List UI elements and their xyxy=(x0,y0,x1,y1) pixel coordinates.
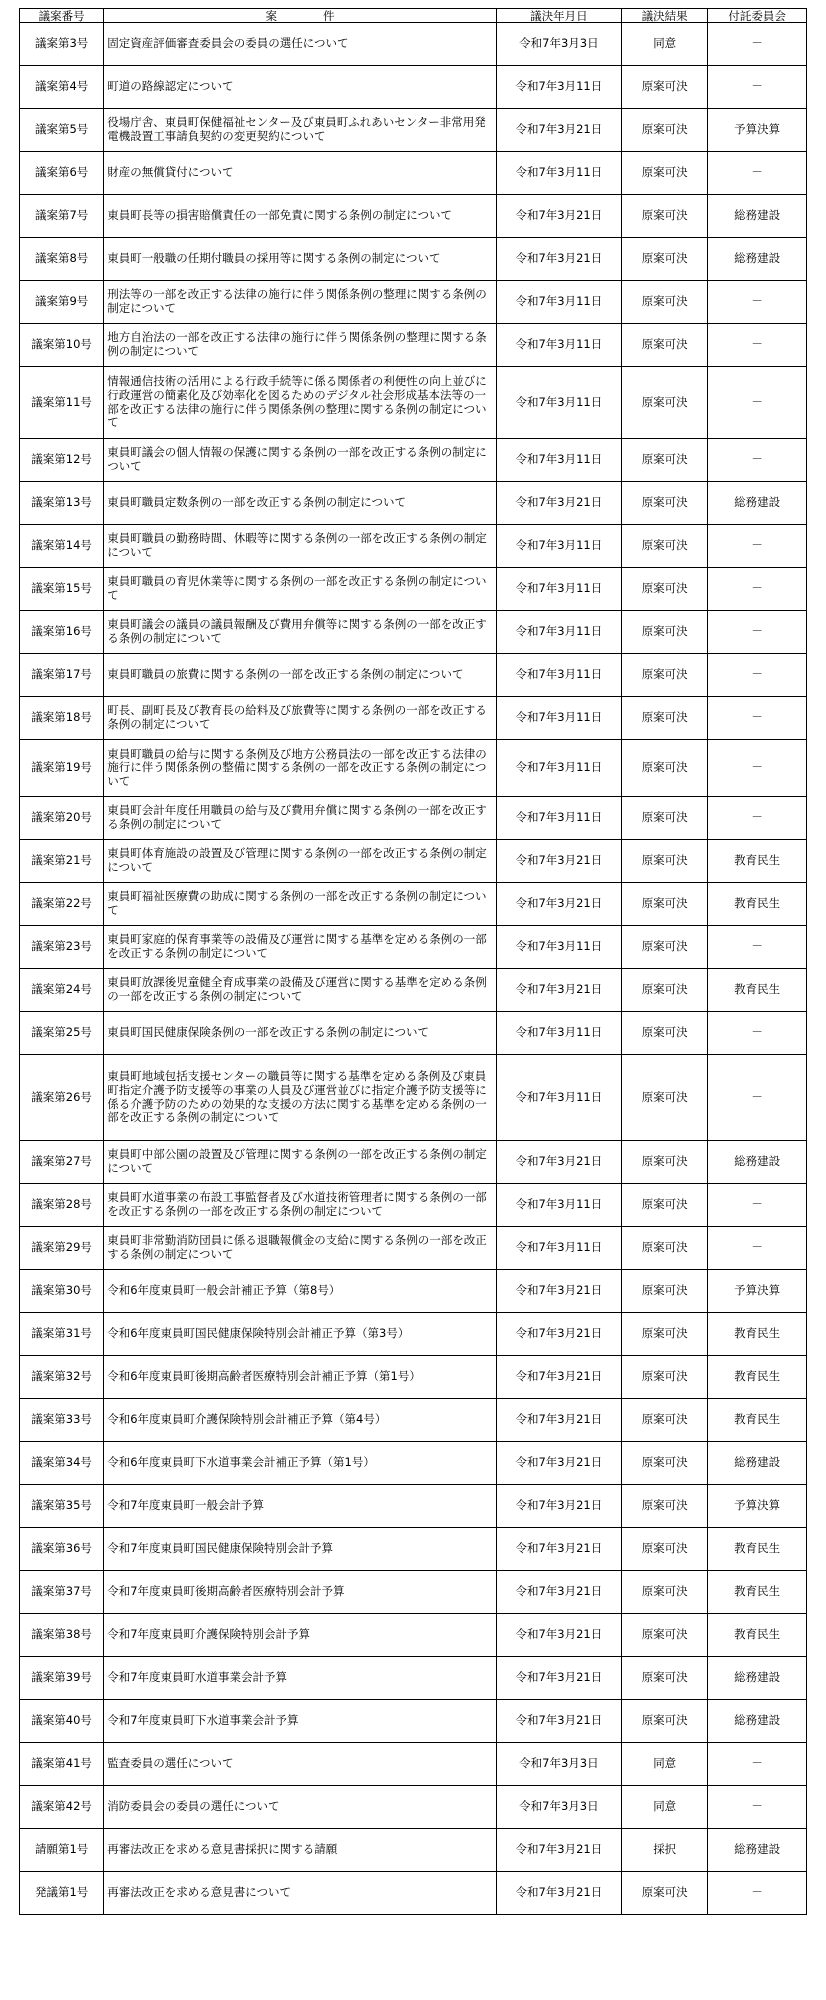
row-date: 令和7年3月11日 xyxy=(496,367,621,439)
row-result: 原案可決 xyxy=(622,1055,708,1141)
row-date: 令和7年3月21日 xyxy=(496,1270,621,1313)
row-title: 東員町非常勤消防団員に係る退職報償金の支給に関する条例の一部を改正する条例の制定について xyxy=(104,1227,496,1270)
row-result: 原案可決 xyxy=(622,1184,708,1227)
row-number: 議案第17号 xyxy=(20,654,104,697)
row-number: 議案第24号 xyxy=(20,969,104,1012)
row-number: 議案第25号 xyxy=(20,1012,104,1055)
row-committee: 総務建設 xyxy=(708,1442,807,1485)
row-number: 議案第15号 xyxy=(20,568,104,611)
row-result: 原案可決 xyxy=(622,797,708,840)
row-number: 議案第4号 xyxy=(20,66,104,109)
row-result: 原案可決 xyxy=(622,238,708,281)
row-title: 情報通信技術の活用による行政手続等に係る関係者の利便性の向上並びに行政運営の簡素化及び効率化を図るためのデジタル社会形成基本法等の一部を改正する法律の施行に伴う関係条例の整理に関する条例の制定について xyxy=(104,367,496,439)
row-date: 令和7年3月21日 xyxy=(496,1141,621,1184)
row-number: 議案第22号 xyxy=(20,883,104,926)
table-row xyxy=(20,1055,807,1141)
row-committee: 予算決算 xyxy=(708,109,807,152)
row-committee: 教育民生 xyxy=(708,840,807,883)
table-row xyxy=(20,525,807,568)
row-committee: － xyxy=(708,797,807,840)
row-title: 刑法等の一部を改正する法律の施行に伴う関係条例の整理に関する条例の制定について xyxy=(104,281,496,324)
row-committee: － xyxy=(708,740,807,797)
row-result: 原案可決 xyxy=(622,109,708,152)
row-number: 議案第42号 xyxy=(20,1786,104,1829)
row-committee: 総務建設 xyxy=(708,1141,807,1184)
table-row xyxy=(20,281,807,324)
row-number: 議案第41号 xyxy=(20,1743,104,1786)
row-number: 議案第31号 xyxy=(20,1313,104,1356)
row-number: 議案第27号 xyxy=(20,1141,104,1184)
table-row xyxy=(20,1227,807,1270)
table-row xyxy=(20,1786,807,1829)
table-row xyxy=(20,840,807,883)
table-row xyxy=(20,324,807,367)
row-result: 原案可決 xyxy=(622,883,708,926)
table-row xyxy=(20,740,807,797)
header-number: 議案番号 xyxy=(20,9,104,23)
table-row xyxy=(20,1829,807,1872)
table-row xyxy=(20,482,807,525)
row-result: 原案可決 xyxy=(622,1012,708,1055)
row-committee: 教育民生 xyxy=(708,1356,807,1399)
row-date: 令和7年3月21日 xyxy=(496,238,621,281)
row-number: 議案第19号 xyxy=(20,740,104,797)
row-committee: － xyxy=(708,654,807,697)
row-result: 原案可決 xyxy=(622,926,708,969)
row-number: 議案第8号 xyxy=(20,238,104,281)
row-date: 令和7年3月21日 xyxy=(496,1528,621,1571)
row-committee: － xyxy=(708,23,807,66)
row-date: 令和7年3月11日 xyxy=(496,654,621,697)
row-title: 東員町会計年度任用職員の給与及び費用弁償に関する条例の一部を改正する条例の制定について xyxy=(104,797,496,840)
row-number: 議案第32号 xyxy=(20,1356,104,1399)
table-row xyxy=(20,109,807,152)
row-date: 令和7年3月11日 xyxy=(496,611,621,654)
row-committee: － xyxy=(708,697,807,740)
row-date: 令和7年3月21日 xyxy=(496,969,621,1012)
row-result: 原案可決 xyxy=(622,1528,708,1571)
row-title: 令和7年度東員町介護保険特別会計予算 xyxy=(104,1614,496,1657)
row-result: 原案可決 xyxy=(622,482,708,525)
table-row xyxy=(20,1399,807,1442)
row-title: 町道の路線認定について xyxy=(104,66,496,109)
row-title: 地方自治法の一部を改正する法律の施行に伴う関係条例の整理に関する条例の制定について xyxy=(104,324,496,367)
header-result: 議決結果 xyxy=(622,9,708,23)
row-number: 議案第11号 xyxy=(20,367,104,439)
row-number: 議案第30号 xyxy=(20,1270,104,1313)
row-number: 議案第38号 xyxy=(20,1614,104,1657)
row-title: 令和6年度東員町介護保険特別会計補正予算（第4号） xyxy=(104,1399,496,1442)
row-committee: － xyxy=(708,1872,807,1915)
table-row xyxy=(20,367,807,439)
row-result: 原案可決 xyxy=(622,740,708,797)
row-number: 議案第28号 xyxy=(20,1184,104,1227)
row-committee: － xyxy=(708,367,807,439)
row-title: 東員町放課後児童健全育成事業の設備及び運営に関する基準を定める条例の一部を改正する条例の制定について xyxy=(104,969,496,1012)
row-committee: － xyxy=(708,1743,807,1786)
header-row xyxy=(20,9,807,23)
row-number: 議案第13号 xyxy=(20,482,104,525)
row-date: 令和7年3月21日 xyxy=(496,1614,621,1657)
header-committee: 付託委員会 xyxy=(708,9,807,23)
table-header xyxy=(20,9,807,23)
row-title: 東員町地域包括支援センターの職員等に関する基準を定める条例及び東員町指定介護予防支援等の事業の人員及び運営並びに指定介護予防支援等に係る介護予防のための効果的な支援の方法に関する基準を定める条例の一部を改正する条例の制定について xyxy=(104,1055,496,1141)
row-committee: 総務建設 xyxy=(708,482,807,525)
row-title: 令和6年度東員町後期高齢者医療特別会計補正予算（第1号） xyxy=(104,1356,496,1399)
table-row xyxy=(20,66,807,109)
row-date: 令和7年3月11日 xyxy=(496,152,621,195)
row-result: 原案可決 xyxy=(622,611,708,654)
row-result: 原案可決 xyxy=(622,439,708,482)
row-number: 議案第26号 xyxy=(20,1055,104,1141)
table-row xyxy=(20,1571,807,1614)
row-date: 令和7年3月11日 xyxy=(496,66,621,109)
row-number: 議案第21号 xyxy=(20,840,104,883)
row-result: 原案可決 xyxy=(622,840,708,883)
row-title: 令和7年度東員町下水道事業会計予算 xyxy=(104,1700,496,1743)
row-result: 原案可決 xyxy=(622,367,708,439)
table-row xyxy=(20,439,807,482)
row-result: 原案可決 xyxy=(622,66,708,109)
table-row xyxy=(20,697,807,740)
row-title: 東員町一般職の任期付職員の採用等に関する条例の制定について xyxy=(104,238,496,281)
row-title: 令和6年度東員町国民健康保険特別会計補正予算（第3号） xyxy=(104,1313,496,1356)
row-result: 原案可決 xyxy=(622,1227,708,1270)
row-date: 令和7年3月21日 xyxy=(496,1313,621,1356)
row-result: 同意 xyxy=(622,23,708,66)
row-date: 令和7年3月21日 xyxy=(496,195,621,238)
row-committee: － xyxy=(708,568,807,611)
table-row xyxy=(20,195,807,238)
table-row xyxy=(20,1743,807,1786)
row-committee: － xyxy=(708,611,807,654)
row-committee: 教育民生 xyxy=(708,1614,807,1657)
row-number: 議案第6号 xyxy=(20,152,104,195)
row-result: 原案可決 xyxy=(622,1571,708,1614)
row-date: 令和7年3月21日 xyxy=(496,1829,621,1872)
row-result: 原案可決 xyxy=(622,281,708,324)
row-date: 令和7年3月21日 xyxy=(496,1399,621,1442)
row-result: 原案可決 xyxy=(622,1657,708,1700)
row-committee: － xyxy=(708,281,807,324)
row-title: 東員町職員定数条例の一部を改正する条例の制定について xyxy=(104,482,496,525)
row-result: 原案可決 xyxy=(622,654,708,697)
row-committee: － xyxy=(708,1786,807,1829)
table-row xyxy=(20,1442,807,1485)
row-committee: 教育民生 xyxy=(708,1313,807,1356)
row-title: 令和7年度東員町一般会計予算 xyxy=(104,1485,496,1528)
row-number: 議案第16号 xyxy=(20,611,104,654)
row-number: 議案第36号 xyxy=(20,1528,104,1571)
row-date: 令和7年3月3日 xyxy=(496,1743,621,1786)
row-title: 再審法改正を求める意見書について xyxy=(104,1872,496,1915)
row-date: 令和7年3月21日 xyxy=(496,1571,621,1614)
row-title: 固定資産評価審査委員会の委員の選任について xyxy=(104,23,496,66)
row-result: 原案可決 xyxy=(622,152,708,195)
row-committee: 総務建設 xyxy=(708,1700,807,1743)
row-title: 東員町職員の旅費に関する条例の一部を改正する条例の制定について xyxy=(104,654,496,697)
row-title: 令和6年度東員町下水道事業会計補正予算（第1号） xyxy=(104,1442,496,1485)
row-number: 議案第37号 xyxy=(20,1571,104,1614)
row-date: 令和7年3月3日 xyxy=(496,1786,621,1829)
row-date: 令和7年3月11日 xyxy=(496,439,621,482)
row-title: 東員町議会の議員の議員報酬及び費用弁償等に関する条例の一部を改正する条例の制定について xyxy=(104,611,496,654)
row-result: 原案可決 xyxy=(622,1485,708,1528)
row-date: 令和7年3月21日 xyxy=(496,840,621,883)
row-committee: － xyxy=(708,1184,807,1227)
table-row xyxy=(20,1614,807,1657)
row-number: 議案第35号 xyxy=(20,1485,104,1528)
table-row xyxy=(20,1485,807,1528)
row-title: 令和7年度東員町水道事業会計予算 xyxy=(104,1657,496,1700)
table-row xyxy=(20,1141,807,1184)
row-title: 監査委員の選任について xyxy=(104,1743,496,1786)
row-number: 議案第12号 xyxy=(20,439,104,482)
row-date: 令和7年3月11日 xyxy=(496,797,621,840)
row-title: 令和7年度東員町後期高齢者医療特別会計予算 xyxy=(104,1571,496,1614)
table-row xyxy=(20,1700,807,1743)
row-number: 議案第29号 xyxy=(20,1227,104,1270)
table-row xyxy=(20,238,807,281)
row-committee: － xyxy=(708,66,807,109)
row-number: 議案第20号 xyxy=(20,797,104,840)
row-committee: 教育民生 xyxy=(708,969,807,1012)
table-row xyxy=(20,611,807,654)
row-number: 議案第7号 xyxy=(20,195,104,238)
row-committee: 教育民生 xyxy=(708,1399,807,1442)
row-date: 令和7年3月21日 xyxy=(496,883,621,926)
row-number: 議案第34号 xyxy=(20,1442,104,1485)
row-date: 令和7年3月11日 xyxy=(496,568,621,611)
row-committee: 教育民生 xyxy=(708,1528,807,1571)
header-title: 案 件 xyxy=(104,9,496,23)
row-committee: － xyxy=(708,926,807,969)
row-title: 令和7年度東員町国民健康保険特別会計予算 xyxy=(104,1528,496,1571)
table-row xyxy=(20,1657,807,1700)
row-committee: 予算決算 xyxy=(708,1270,807,1313)
row-title: 再審法改正を求める意見書採択に関する請願 xyxy=(104,1829,496,1872)
row-committee: － xyxy=(708,439,807,482)
row-title: 東員町体育施設の設置及び管理に関する条例の一部を改正する条例の制定について xyxy=(104,840,496,883)
row-title: 財産の無償貸付について xyxy=(104,152,496,195)
row-date: 令和7年3月11日 xyxy=(496,697,621,740)
row-title: 役場庁舎、東員町保健福祉センター及び東員町ふれあいセンター非常用発電機設置工事請負契約の変更契約について xyxy=(104,109,496,152)
table-row xyxy=(20,969,807,1012)
row-date: 令和7年3月11日 xyxy=(496,1012,621,1055)
row-result: 原案可決 xyxy=(622,1614,708,1657)
row-date: 令和7年3月21日 xyxy=(496,1442,621,1485)
row-number: 議案第33号 xyxy=(20,1399,104,1442)
row-committee: 総務建設 xyxy=(708,238,807,281)
row-committee: 教育民生 xyxy=(708,1571,807,1614)
row-committee: 総務建設 xyxy=(708,1657,807,1700)
row-title: 東員町国民健康保険条例の一部を改正する条例の制定について xyxy=(104,1012,496,1055)
row-committee: 総務建設 xyxy=(708,195,807,238)
table-row xyxy=(20,1872,807,1915)
table-row xyxy=(20,926,807,969)
row-committee: － xyxy=(708,1227,807,1270)
row-date: 令和7年3月11日 xyxy=(496,1227,621,1270)
row-title: 東員町福祉医療費の助成に関する条例の一部を改正する条例の制定について xyxy=(104,883,496,926)
row-number: 議案第18号 xyxy=(20,697,104,740)
row-number: 議案第39号 xyxy=(20,1657,104,1700)
row-result: 原案可決 xyxy=(622,324,708,367)
row-result: 原案可決 xyxy=(622,969,708,1012)
row-committee: － xyxy=(708,324,807,367)
row-title: 町長、副町長及び教育長の給料及び旅費等に関する条例の一部を改正する条例の制定について xyxy=(104,697,496,740)
row-title: 消防委員会の委員の選任について xyxy=(104,1786,496,1829)
row-date: 令和7年3月21日 xyxy=(496,1872,621,1915)
row-date: 令和7年3月21日 xyxy=(496,1700,621,1743)
row-date: 令和7年3月11日 xyxy=(496,281,621,324)
table-row xyxy=(20,23,807,66)
row-title: 令和6年度東員町一般会計補正予算（第8号） xyxy=(104,1270,496,1313)
header-date: 議決年月日 xyxy=(496,9,621,23)
row-committee: － xyxy=(708,152,807,195)
table-row xyxy=(20,1012,807,1055)
row-number: 発議第1号 xyxy=(20,1872,104,1915)
table-row xyxy=(20,883,807,926)
row-date: 令和7年3月21日 xyxy=(496,482,621,525)
table-row xyxy=(20,1270,807,1313)
table-row xyxy=(20,797,807,840)
row-committee: 予算決算 xyxy=(708,1485,807,1528)
table-body xyxy=(20,23,807,1915)
row-number: 議案第14号 xyxy=(20,525,104,568)
row-number: 議案第10号 xyxy=(20,324,104,367)
row-result: 原案可決 xyxy=(622,1270,708,1313)
row-number: 議案第3号 xyxy=(20,23,104,66)
row-date: 令和7年3月21日 xyxy=(496,109,621,152)
row-committee: 総務建設 xyxy=(708,1829,807,1872)
table-row xyxy=(20,1356,807,1399)
row-number: 議案第23号 xyxy=(20,926,104,969)
row-committee: － xyxy=(708,525,807,568)
row-date: 令和7年3月11日 xyxy=(496,1055,621,1141)
row-title: 東員町職員の勤務時間、休暇等に関する条例の一部を改正する条例の制定について xyxy=(104,525,496,568)
row-title: 東員町家庭的保育事業等の設備及び運営に関する基準を定める条例の一部を改正する条例の制定について xyxy=(104,926,496,969)
row-number: 議案第40号 xyxy=(20,1700,104,1743)
row-result: 原案可決 xyxy=(622,1700,708,1743)
table-row xyxy=(20,1184,807,1227)
row-result: 原案可決 xyxy=(622,1141,708,1184)
table-row xyxy=(20,1528,807,1571)
row-result: 原案可決 xyxy=(622,195,708,238)
row-number: 請願第1号 xyxy=(20,1829,104,1872)
row-date: 令和7年3月11日 xyxy=(496,740,621,797)
row-result: 原案可決 xyxy=(622,1872,708,1915)
row-date: 令和7年3月21日 xyxy=(496,1356,621,1399)
row-result: 原案可決 xyxy=(622,1356,708,1399)
row-result: 原案可決 xyxy=(622,1399,708,1442)
row-title: 東員町中部公園の設置及び管理に関する条例の一部を改正する条例の制定について xyxy=(104,1141,496,1184)
row-title: 東員町長等の損害賠償責任の一部免責に関する条例の制定について xyxy=(104,195,496,238)
table-row xyxy=(20,654,807,697)
table-row xyxy=(20,568,807,611)
row-result: 採択 xyxy=(622,1829,708,1872)
row-date: 令和7年3月21日 xyxy=(496,1657,621,1700)
row-committee: 教育民生 xyxy=(708,883,807,926)
row-number: 議案第9号 xyxy=(20,281,104,324)
row-result: 原案可決 xyxy=(622,697,708,740)
table-row xyxy=(20,1313,807,1356)
row-date: 令和7年3月21日 xyxy=(496,1485,621,1528)
row-date: 令和7年3月11日 xyxy=(496,324,621,367)
row-date: 令和7年3月11日 xyxy=(496,525,621,568)
row-result: 原案可決 xyxy=(622,1313,708,1356)
row-result: 原案可決 xyxy=(622,525,708,568)
table-row xyxy=(20,152,807,195)
row-result: 同意 xyxy=(622,1786,708,1829)
row-result: 原案可決 xyxy=(622,568,708,611)
row-date: 令和7年3月11日 xyxy=(496,1184,621,1227)
row-committee: － xyxy=(708,1055,807,1141)
row-date: 令和7年3月11日 xyxy=(496,926,621,969)
row-result: 原案可決 xyxy=(622,1442,708,1485)
row-committee: － xyxy=(708,1012,807,1055)
row-number: 議案第5号 xyxy=(20,109,104,152)
row-title: 東員町職員の給与に関する条例及び地方公務員法の一部を改正する法律の施行に伴う関係条例の整備に関する条例の一部を改正する条例の制定について xyxy=(104,740,496,797)
row-date: 令和7年3月3日 xyxy=(496,23,621,66)
row-title: 東員町議会の個人情報の保護に関する条例の一部を改正する条例の制定について xyxy=(104,439,496,482)
resolution-table xyxy=(19,8,807,1915)
row-title: 東員町職員の育児休業等に関する条例の一部を改正する条例の制定について xyxy=(104,568,496,611)
row-title: 東員町水道事業の布設工事監督者及び水道技術管理者に関する条例の一部を改正する条例の一部を改正する条例の制定について xyxy=(104,1184,496,1227)
row-result: 同意 xyxy=(622,1743,708,1786)
